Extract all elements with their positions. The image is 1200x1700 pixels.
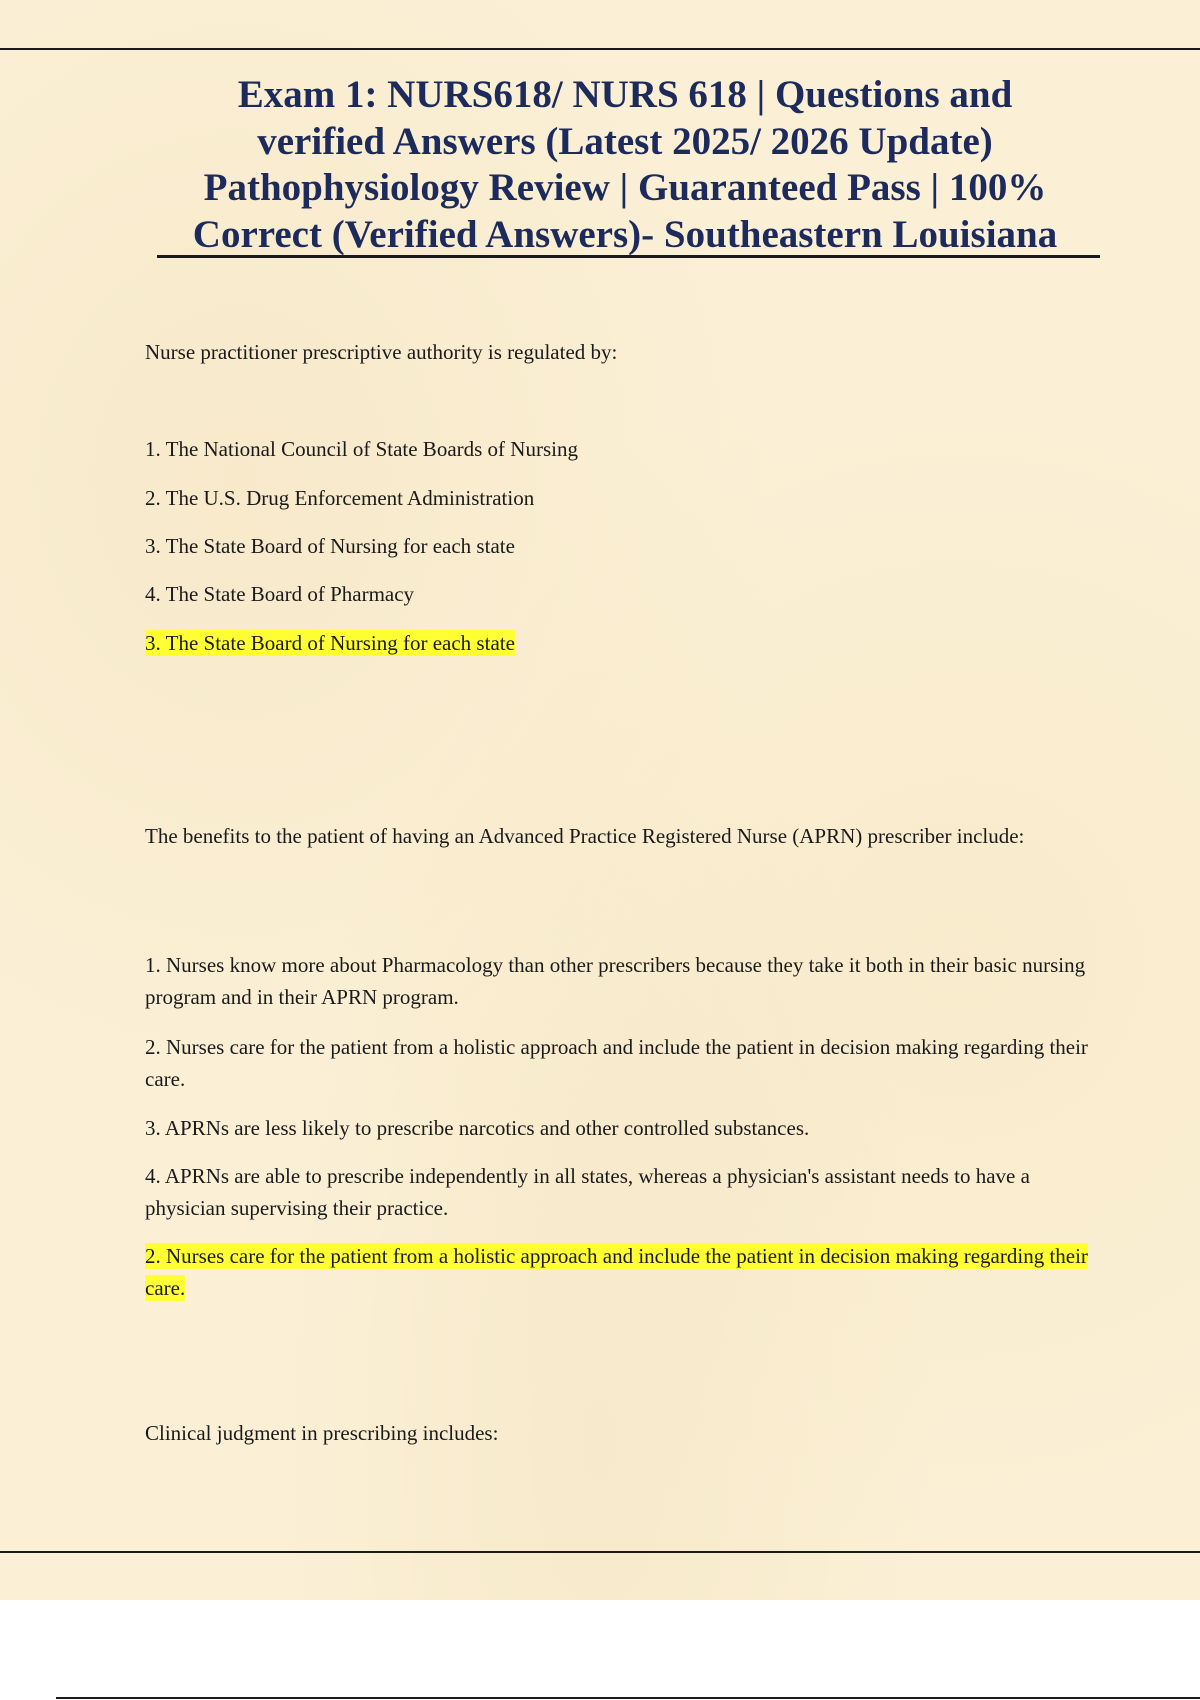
title-line: Exam 1: NURS618/ NURS 618 | Questions and xyxy=(237,73,1013,116)
question-1-option-2: 2. The U.S. Drug Enforcement Administration xyxy=(145,486,535,510)
question-1-option-1: 1. The National Council of State Boards of Nursing xyxy=(145,437,578,461)
question-3-text: Clinical judgment in prescribing includes: xyxy=(145,1421,499,1445)
question-2-text: The benefits to the patient of having an Advanced Practice Registered Nurse (APRN) prescriber include: xyxy=(145,824,1025,848)
question-2-option-2: 2. Nurses care for the patient from a holistic approach and include the patient in decision making regarding their care. xyxy=(145,1035,1088,1091)
question-2-answer-highlight: 2. Nurses care for the patient from a holistic approach and include the patient in decision making regarding their care. xyxy=(145,1244,1088,1300)
question-1-option-4: 4. The State Board of Pharmacy xyxy=(145,582,415,606)
page-foot-rule xyxy=(56,1697,1200,1699)
question-1-answer xyxy=(145,627,1105,659)
title-line: Correct (Verified Answers)- Southeastern Louisiana xyxy=(192,212,1058,256)
question-2-answer xyxy=(145,1240,1105,1304)
title-line: verified Answers (Latest 2025/ 2026 Update) xyxy=(257,119,993,163)
question-2-option-1: 1. Nurses know more about Pharmacology than other prescribers because they take it both in their basic nursing program and in their APRN program. xyxy=(145,953,1086,1009)
document-title xyxy=(150,72,1100,258)
question-1-answer-highlight: 3. The State Board of Nursing for each state xyxy=(145,631,515,655)
question-2 xyxy=(145,820,1105,852)
question-2-option-4: 4. APRNs are able to prescribe independently in all states, whereas a physician's assistant needs to have a physician supervising their practice. xyxy=(145,1164,1030,1220)
title-underline xyxy=(157,255,1100,258)
question-1-text: Nurse practitioner prescriptive authority is regulated by: xyxy=(145,340,618,364)
question-1-option-3: 3. The State Board of Nursing for each state xyxy=(145,534,515,558)
footer-rule xyxy=(0,1551,1200,1553)
question-2-option-3: 3. APRNs are less likely to prescribe narcotics and other controlled substances. xyxy=(145,1116,810,1140)
question-3 xyxy=(145,1417,1105,1449)
question-1 xyxy=(145,336,1105,368)
title-line: Pathophysiology Review | Guaranteed Pass | 100% xyxy=(203,166,1047,209)
header-rule xyxy=(0,48,1200,50)
